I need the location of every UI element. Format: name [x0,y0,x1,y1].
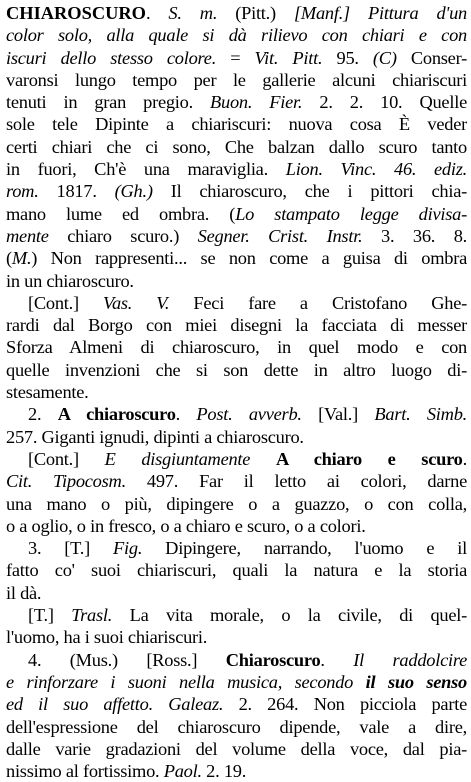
text-segment: rom. [6,181,39,202]
text-segment: iscuri dello stesso colore. [6,47,217,68]
text-segment: Buon. Fier. [210,92,303,113]
text-segment: Cit. Tipocosm. [6,471,126,492]
text-segment: (Gh.) [114,181,153,202]
text-segment: una mano o più, dipingere o a guazzo, o con colla, [6,493,467,514]
text-line [6,403,467,425]
text-segment: Segner. Crist. Instr. [197,225,363,246]
text-segment: Vas. V. [103,292,170,313]
text-line [6,336,467,358]
text-segment: 1817. [38,181,115,202]
text-line [6,671,467,693]
text-line [6,113,467,135]
text-segment: il dà. [6,582,42,603]
text-segment: E disgiuntamente [104,448,251,469]
text-segment: il suo senso [365,671,467,692]
text-segment: Lion. Vinc. [285,159,377,180]
text-segment: S. m. [168,3,218,23]
text-segment: 2. 2. 10. Quelle [302,92,467,113]
text-segment: ) Non rappresenti... se non come a guisa di ombra [31,248,467,269]
text-segment: mente [6,225,49,246]
text-line [6,24,467,46]
text-segment [376,159,394,179]
text-segment: ed il suo affetto. Galeaz. [6,694,224,715]
text-segment: Feci fare a Cristofano Ghe- [169,292,467,313]
text-segment: Lo stampato legge divisa- [235,203,467,224]
text-segment: . [320,649,354,670]
text-segment: (C) [372,47,397,68]
text-segment: dalle varie gradazioni del volume della voce, dal pia- [6,738,467,759]
text-segment: [Manf.] [293,3,350,23]
text-segment: 2. 19. [201,761,247,782]
text-segment: . [146,3,169,23]
text-segment: quelle invenzioni che si son dette in altro luogo di- [6,359,467,380]
text-segment [250,449,276,469]
text-segment: 3. [T.] [28,538,114,559]
text-line [6,537,467,559]
text-segment: fatto co' suoi chiariscuri, quali la natura e la storia [6,560,467,581]
text-segment: ( [6,248,12,269]
text-line [6,136,467,158]
text-segment [350,3,368,23]
text-line [6,381,467,403]
text-segment: 4. (Mus.) [Ross.] [28,649,226,670]
text-segment: in fuori, Ch'è una maraviglia. [6,159,286,180]
text-line [6,91,467,113]
text-line [6,2,467,24]
text-segment: certi chiari che ci sono, Che balzan dallo scuro tanto [6,136,467,157]
text-segment: e rinforzare i suoni nella musica, secondo [6,671,366,692]
text-segment: Trasl. [71,605,113,626]
text-segment: 257. Giganti ignudi, dipinti a chiaroscuro. [6,426,304,447]
text-segment: Vit. Pitt. [254,47,323,68]
text-segment: Post. avverb. [196,404,302,425]
text-line [6,69,467,91]
text-segment: o a oglio, o in fresco, o a chiaro e scuro, o a colori. [6,515,366,536]
text-segment: [Val.] [301,404,375,425]
headword: CHIAROSCURO [6,3,146,23]
text-segment: Conser- [396,47,467,68]
text-line [6,359,467,381]
text-line [6,559,467,581]
text-segment: Pittura d'un [368,3,467,23]
text-segment: . [175,404,197,425]
text-line [6,649,467,671]
text-segment: dell'espressione del chiaroscuro dipende, vale a dire, [6,716,467,737]
text-line [6,760,467,782]
text-segment: 3. 36. 8. [362,225,467,246]
text-segment: [Cont.] [28,448,105,469]
text-segment: in un chiaroscuro. [6,270,134,291]
text-line [6,270,467,292]
text-segment: mano lume ed ombra. ( [6,203,236,224]
text-segment: Il chiaroscuro, che i pittori chia- [152,181,467,202]
text-segment: [Cont.] [28,292,104,313]
text-segment: 2. [28,404,58,425]
text-line [6,203,467,225]
text-line [6,47,467,69]
text-line [6,292,467,314]
text-segment: = [216,47,255,68]
text-line [6,158,467,180]
text-segment: Il raddolcire [353,649,467,670]
text-segment: A chiaro e scuro [275,448,463,469]
text-segment: La vita morale, o la civile, di quel- [112,605,467,626]
text-segment: nissimo al fortissimo. [6,761,164,782]
text-segment: Fig. [113,538,143,559]
text-line [6,604,467,626]
text-segment: sole tele Dipinte a chiariscuri: nuova cosa È veder [6,114,467,135]
text-line [6,515,467,537]
text-segment: 497. Far il letto ai colori, darne [125,471,467,492]
text-segment: Sforza Almeni di chiaroscuro, in quel modo e con [6,337,467,358]
text-line [6,493,467,515]
text-segment: 2. 264. Non picciola parte [223,694,467,715]
text-segment: 95. [322,47,373,68]
text-line [6,225,467,247]
text-segment: Bart. Simb. [374,404,467,425]
text-segment: stesamente. [6,382,89,403]
text-line [6,626,467,648]
text-segment: rardi dal Borgo con miei disegni la facciata di messer [6,315,467,336]
text-segment: . [462,448,467,469]
text-line [6,448,467,470]
text-line [6,470,467,492]
text-line [6,180,467,202]
text-segment: M. [11,248,32,269]
text-segment: l'uomo, ha i suoi chiariscuri. [6,627,208,648]
text-line [6,314,467,336]
text-segment: color solo, alla quale si dà rilievo con chiari e con [6,25,467,46]
text-segment: 46. ediz. [394,159,467,180]
text-segment: chiaro scuro.) [48,225,198,246]
text-line [6,693,467,715]
text-line [6,582,467,604]
text-line [6,426,467,448]
text-segment: varonsi lungo tempo per le gallerie alcuni chiariscuri [6,69,467,90]
text-segment: Chiaroscuro [225,649,321,670]
text-segment: A chiaroscuro [57,404,176,425]
text-segment: [T.] [28,605,72,626]
text-segment: Paol. [163,761,202,782]
text-line [6,716,467,738]
text-segment: tenuti in gran pregio. [6,92,211,113]
text-segment: Dipingere, narrando, l'uomo e il [142,538,467,559]
text-line [6,247,467,269]
text-segment: (Pitt.) [217,3,294,23]
